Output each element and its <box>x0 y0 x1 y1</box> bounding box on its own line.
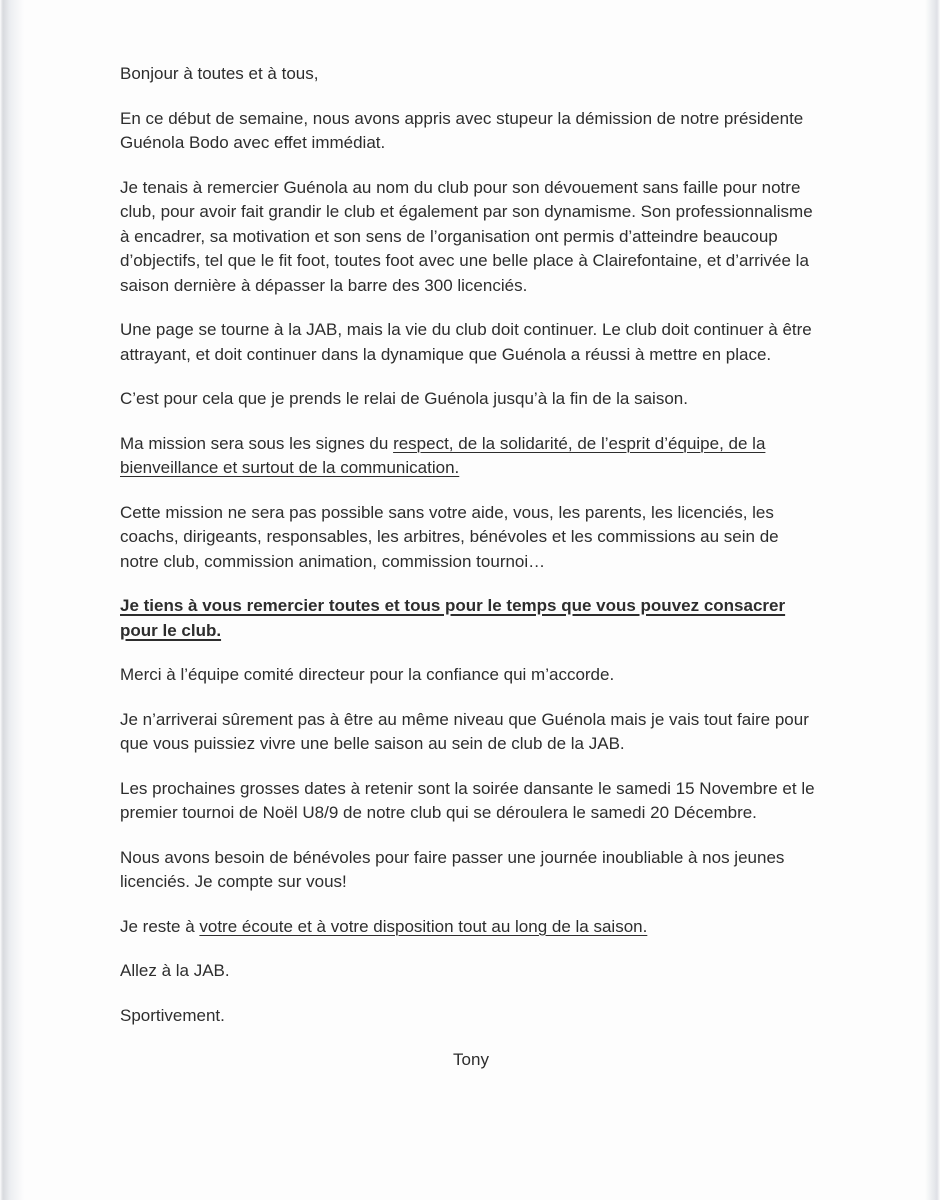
paragraph-ecoute <box>120 915 822 940</box>
paragraph-allez-jab: Allez à la JAB. <box>120 961 230 980</box>
paragraph-closing: Sportivement. <box>120 1005 225 1025</box>
paragraph-demission: En ce début de semaine, nous avons appris avec stupeur la démission de notre présidente Guénola Bodo avec effet immédiat. <box>120 108 804 152</box>
bold-underlined-text: Je tiens à vous remercier toutes et tous pour le temps que vous pouvez consacrer pour le club. <box>120 596 786 640</box>
page-left-edge <box>0 0 24 1200</box>
ecoute-underlined-text: votre écoute et à votre disposition tout au long de la saison. <box>199 916 648 936</box>
ecoute-intro-text: Je reste à <box>120 916 200 936</box>
signature: Tony <box>453 1050 489 1069</box>
letter-content <box>120 62 822 1093</box>
mission-intro-text: Ma mission sera sous les signes du <box>120 433 394 453</box>
paragraph-mission <box>120 432 822 481</box>
paragraph-merci-comite: Merci à l’équipe comité directeur pour la confiance qui m’accorde. <box>120 665 615 684</box>
page-right-edge <box>925 0 940 1200</box>
paragraph-remerciement-guenola: Je tenais à remercier Guénola au nom du club pour son dévouement sans faille pour notre club, pour avoir fait grandir le club et également par son dynamisme. Son professionnalisme à encadrer, sa motivation et son sens de l’organisation ont permis d’atteindre beaucoup d’objectifs, tel que le fit foot, toutes foot avec une belle place à Clairefontaine, et d’arrivée la saison dernière à dépasser la barre des 300 licenciés. <box>120 177 813 295</box>
paragraph-remerciement-temps <box>120 594 822 643</box>
paragraph-relai: C’est pour cela que je prends le relai de Guénola jusqu’à la fin de la saison. <box>120 389 688 408</box>
paragraph-niveau: Je n’arriverai sûrement pas à être au même niveau que Guénola mais je vais tout faire pour que vous puissiez vivre une belle saison au sein de club de la JAB. <box>120 709 809 753</box>
mission-underlined-text: respect, de la solidarité, de l’esprit d’équipe, de la bienveillance et surtout de la communication. <box>120 433 766 477</box>
paragraph-dates: Les prochaines grosses dates à retenir sont la soirée dansante le samedi 15 Novembre et le premier tournoi de Noël U8/9 de notre club qui se déroulera le samedi 20 Décembre. <box>120 778 815 822</box>
paragraph-page-se-tourne: Une page se tourne à la JAB, mais la vie du club doit continuer. Le club doit continuer à être attrayant, et doit continuer dans la dynamique que Guénola a réussi à mettre en place. <box>120 320 812 364</box>
greeting: Bonjour à toutes et à tous, <box>120 64 319 83</box>
paragraph-besoin-benevoles: Nous avons besoin de bénévoles pour faire passer une journée inoubliable à nos jeunes licenciés. Je compte sur vous! <box>120 847 785 891</box>
paragraph-aide: Cette mission ne sera pas possible sans votre aide, vous, les parents, les licenciés, les coachs, dirigeants, responsables, les arbitres, bénévoles et les commissions au sein de notre club, commission animation, commission tournoi… <box>120 502 779 571</box>
